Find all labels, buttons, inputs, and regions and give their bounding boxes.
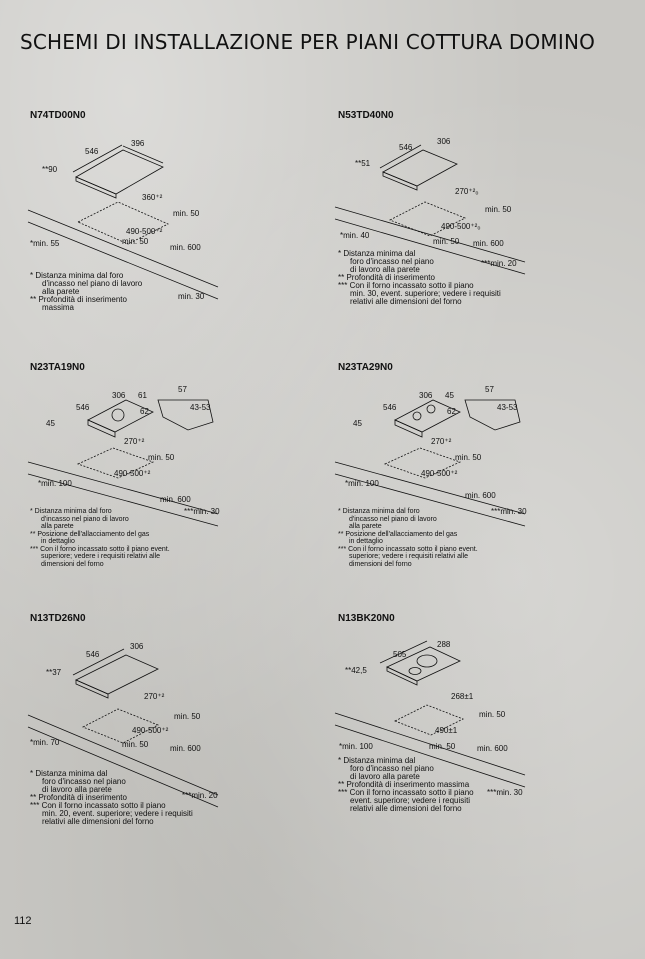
dim-label: 61 bbox=[138, 391, 147, 400]
dim-label: 306 bbox=[419, 391, 433, 400]
dim-label: 306 bbox=[112, 391, 126, 400]
installation-diagram bbox=[28, 382, 228, 516]
dim-label: **37 bbox=[46, 668, 62, 677]
dim-label: *min. 100 bbox=[345, 479, 379, 488]
footnote-line: * Distanza minima dal bbox=[338, 249, 416, 258]
footnote-line: ** Profondità di inserimento bbox=[30, 295, 127, 304]
footnote-line: *** Con il forno incassato sotto il piano bbox=[30, 801, 166, 810]
dim-label: 270⁺² bbox=[431, 437, 452, 446]
dim-label: 505 bbox=[393, 650, 407, 659]
dim-label: 546 bbox=[399, 143, 413, 152]
dim-label: **90 bbox=[42, 165, 58, 174]
footnote-line: d'incasso nel piano di lavoro bbox=[349, 515, 437, 523]
footnote-line: di lavoro alla parete bbox=[42, 785, 112, 794]
footnote-line: min. 20, event. superiore; vedere i requisiti bbox=[42, 809, 193, 818]
footnotes bbox=[30, 770, 193, 826]
dim-label: 490-500⁺² bbox=[126, 227, 163, 236]
dim-label: 396 bbox=[131, 139, 145, 148]
footnote-line: alla parete bbox=[42, 287, 80, 296]
dim-label: min. 50 bbox=[455, 453, 482, 462]
dim-label: min. 50 bbox=[122, 740, 149, 749]
footnote-line: *** Con il forno incassato sotto il piano event. bbox=[30, 545, 170, 553]
dim-label: min. 600 bbox=[170, 243, 201, 252]
page-number: 112 bbox=[14, 915, 32, 927]
footnote-line: relativi alle dimensioni del forno bbox=[350, 297, 462, 306]
dim-label: min. 600 bbox=[477, 744, 508, 753]
footnotes bbox=[338, 508, 478, 568]
dim-label: min. 600 bbox=[465, 491, 496, 500]
dim-label: 288 bbox=[437, 640, 451, 649]
dim-label: 268±1 bbox=[451, 692, 474, 701]
dim-label: min. 50 bbox=[148, 453, 175, 462]
footnote-line: * Distanza minima dal foro bbox=[30, 271, 124, 280]
dim-label: ***min. 30 bbox=[184, 507, 220, 516]
dim-label: min. 50 bbox=[173, 209, 200, 218]
dim-label: *min. 100 bbox=[339, 742, 373, 751]
footnote-line: di lavoro alla parete bbox=[350, 265, 420, 274]
dim-label: *min. 40 bbox=[340, 231, 370, 240]
dim-label: 546 bbox=[85, 147, 99, 156]
dim-label: 490-500⁺²₀ bbox=[441, 222, 481, 231]
dim-label: 490-500⁺² bbox=[114, 469, 151, 478]
model-label: N13BK20N0 bbox=[338, 613, 395, 624]
dim-label: *min. 70 bbox=[30, 738, 60, 747]
dim-label: 546 bbox=[76, 403, 90, 412]
dim-label: 306 bbox=[437, 137, 451, 146]
dim-label: ***min. 20 bbox=[182, 791, 218, 800]
footnote-line: * Distanza minima dal foro bbox=[30, 508, 112, 515]
footnote-line: event. superiore; vedere i requisiti bbox=[350, 796, 471, 805]
dim-label: 43-53 bbox=[190, 403, 211, 412]
dim-label: ***min. 30 bbox=[487, 788, 523, 797]
dim-label: 45 bbox=[445, 391, 454, 400]
footnote-line: dimensioni del forno bbox=[41, 560, 104, 568]
page-title: SCHEMI DI INSTALLAZIONE PER PIANI COTTURA DOMINO bbox=[20, 30, 596, 54]
dim-label: 62 bbox=[140, 407, 149, 416]
dim-label: min. 50 bbox=[433, 237, 460, 246]
footnote-line: ** Profondità di inserimento bbox=[30, 793, 127, 802]
dim-label: min. 600 bbox=[170, 744, 201, 753]
footnote-line: di lavoro alla parete bbox=[350, 772, 420, 781]
footnote-line: relativi alle dimensioni del forno bbox=[42, 817, 154, 826]
dim-label: 57 bbox=[178, 385, 187, 394]
dim-label: 490-500⁺² bbox=[132, 726, 169, 735]
dim-label: 62 bbox=[447, 407, 456, 416]
dim-label: *min. 100 bbox=[38, 479, 72, 488]
dim-label: 490±1 bbox=[435, 726, 458, 735]
dim-label: 490-500⁺² bbox=[421, 469, 458, 478]
footnote-line: in dettaglio bbox=[349, 538, 383, 545]
footnote-line: ** Profondità di inserimento bbox=[338, 273, 435, 282]
model-label: N53TD40N0 bbox=[338, 110, 394, 121]
footnotes bbox=[30, 508, 170, 568]
footnote-line: *** Con il forno incassato sotto il piano bbox=[338, 788, 474, 797]
footnote-line: * Distanza minima dal bbox=[338, 756, 416, 765]
dim-label: 546 bbox=[86, 650, 100, 659]
dim-label: min. 50 bbox=[429, 742, 456, 751]
footnote-line: ** Posizione dell'allacciamento del gas bbox=[30, 530, 150, 538]
dim-label: min. 600 bbox=[160, 495, 191, 504]
footnote-line: ** Posizione dell'allacciamento del gas bbox=[338, 530, 458, 538]
installation-diagram bbox=[335, 382, 535, 516]
dim-label: 45 bbox=[46, 419, 55, 428]
dim-label: min. 50 bbox=[479, 710, 506, 719]
footnote-line: alla parete bbox=[41, 523, 74, 530]
dim-label: ***min. 30 bbox=[491, 507, 527, 516]
model-label: N23TA19N0 bbox=[30, 362, 85, 373]
dim-label: 45 bbox=[353, 419, 362, 428]
footnotes bbox=[338, 757, 474, 813]
footnote-line: min. 30, event. superiore; vedere i requisiti bbox=[350, 289, 501, 298]
footnote-line: alla parete bbox=[349, 523, 382, 530]
footnote-line: superiore; vedere i requisiti relativi alle bbox=[41, 553, 161, 560]
footnote-line: d'incasso nel piano di lavoro bbox=[42, 279, 143, 288]
footnote-line: * Distanza minima dal bbox=[30, 769, 108, 778]
footnote-line: relativi alle dimensioni del forno bbox=[350, 804, 462, 813]
footnote-line: in dettaglio bbox=[41, 538, 75, 545]
footnote-line: massima bbox=[42, 303, 75, 312]
model-label: N13TD26N0 bbox=[30, 613, 86, 624]
dim-label: *min. 55 bbox=[30, 239, 60, 248]
footnotes bbox=[30, 272, 142, 312]
dim-label: min. 600 bbox=[473, 239, 504, 248]
model-label: N23TA29N0 bbox=[338, 362, 393, 373]
dim-label: **51 bbox=[355, 159, 371, 168]
dim-label: 270⁺²₀ bbox=[455, 187, 479, 196]
model-label: N74TD00N0 bbox=[30, 110, 86, 121]
dim-label: ***min. 20 bbox=[481, 259, 517, 268]
dim-label: 57 bbox=[485, 385, 494, 394]
footnotes bbox=[338, 250, 501, 306]
dim-label: 43-53 bbox=[497, 403, 518, 412]
dim-label: 546 bbox=[383, 403, 397, 412]
footnote-line: dimensioni del forno bbox=[349, 560, 412, 568]
dim-label: min. 30 bbox=[178, 292, 205, 301]
footnote-line: superiore; vedere i requisiti relativi alle bbox=[349, 553, 469, 560]
dim-label: 270⁺² bbox=[124, 437, 145, 446]
footnote-line: ** Profondità di inserimento massima bbox=[338, 780, 470, 789]
footnote-line: *** Con il forno incassato sotto il piano event. bbox=[338, 545, 478, 553]
dim-label: min. 50 bbox=[174, 712, 201, 721]
footnote-line: d'incasso nel piano di lavoro bbox=[41, 515, 129, 523]
footnote-line: foro d'incasso nel piano bbox=[42, 777, 126, 786]
dim-label: min. 50 bbox=[485, 205, 512, 214]
dim-label: min. 50 bbox=[122, 237, 149, 246]
footnote-line: foro d'incasso nel piano bbox=[350, 764, 434, 773]
dim-label: 306 bbox=[130, 642, 144, 651]
dim-label: 270⁺² bbox=[144, 692, 165, 701]
footnote-line: foro d'incasso nel piano bbox=[350, 257, 434, 266]
footnote-line: *** Con il forno incassato sotto il piano bbox=[338, 281, 474, 290]
dim-label: 360⁺² bbox=[142, 193, 163, 202]
dim-label: **42,5 bbox=[345, 666, 367, 675]
footnote-line: * Distanza minima dal foro bbox=[338, 508, 420, 515]
